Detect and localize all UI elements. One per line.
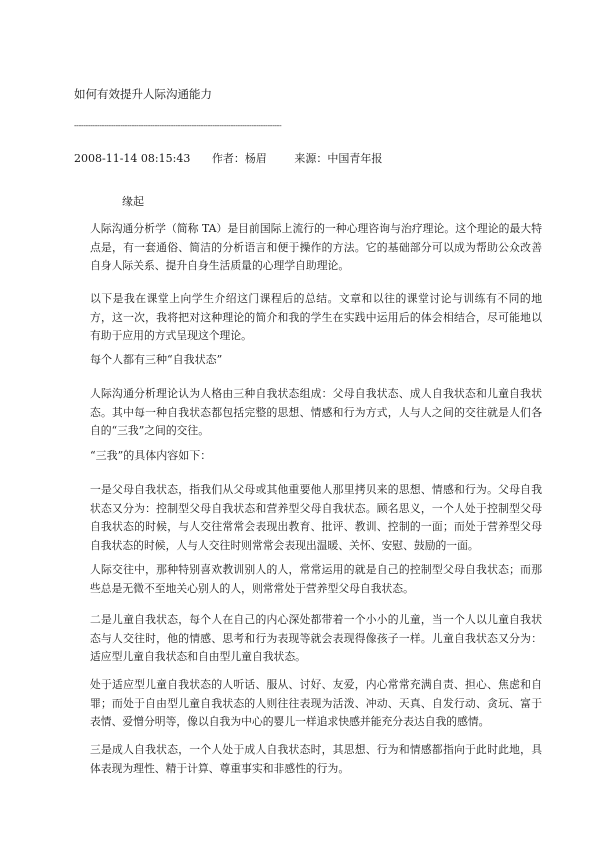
paragraph-7 bbox=[90, 676, 542, 732]
paragraph-6 bbox=[90, 611, 542, 667]
paragraph-7-text: 处于适应型儿童自我状态的人听话、服从、讨好、友爱，内心常常充满自责、担心、焦虑和自罪；而处于自由型儿童自我状态的人则往往表现为活泼、冲动、天真、自发行动、贪玩、富于表情、爱憎分明等，像以自我为中心的婴儿一样追求快感并能充分表达自我的感情。 bbox=[90, 678, 542, 728]
paragraph-6-text: 二是儿童自我状态，每个人在自己的内心深处都带着一个小小的儿童，当一个人以儿童自我状态与人交往时，他的情感、思考和行为表现等就会表现得像孩子一样。儿童自我状态又分为：适应型儿童自我状态和自由型儿童自我状态。 bbox=[90, 613, 542, 663]
section-heading-three-states: 每个人都有三种“自我状态” bbox=[90, 353, 223, 366]
section-heading-origin: 缘起 bbox=[122, 195, 144, 208]
section-heading-contents: “三我”的具体内容如下： bbox=[90, 449, 212, 462]
paragraph-8 bbox=[90, 741, 542, 778]
paragraph-1-text: 人际沟通分析学（简称 TA）是目前国际上流行的一种心理咨询与治疗理论。这个理论的最大特点是，有一套通俗、简洁的分析语言和便于操作的方法。它的基础部分可以成为帮助公众改善自身人际关系、提升自身生活质量的心理学自助理论。 bbox=[90, 222, 542, 272]
paragraph-3 bbox=[90, 385, 542, 441]
article-title: 如何有效提升人际沟通能力 bbox=[74, 87, 212, 101]
source: 来源：中国青年报 bbox=[294, 152, 383, 165]
publish-date: 2008-11-14 08:15:43 bbox=[74, 152, 191, 165]
paragraph-5 bbox=[90, 561, 542, 598]
paragraph-2-text: 以下是我在课堂上向学生介绍这门课程后的总结。文章和以往的课堂讨论与训练有不同的地方，这一次，我将把对这种理论的简介和我的学生在实践中运用后的体会相结合，尽可能地以有助于应用的方式呈现这个理论。 bbox=[90, 292, 542, 342]
paragraph-3-text: 人际沟通分析理论认为人格由三种自我状态组成：父母自我状态、成人自我状态和儿童自我状态。其中每一种自我状态都包括完整的思想、情感和行为方式，人与人之间的交往就是人们各自的“三我”之间的交往。 bbox=[90, 387, 542, 437]
author: 作者：杨眉 bbox=[211, 152, 267, 165]
paragraph-4-text: 一是父母自我状态，指我们从父母或其他重要他人那里拷贝来的思想、情感和行为。父母自我状态又分为：控制型父母自我状态和营养型父母自我状态。顾名思义，一个人处于控制型父母自我状态的时候，与人交往常常会表现出教育、批评、教训、控制的一面；而处于营养型父母自我状态的时候，人与人交往时则常常会表现出温暖、关怀、安慰、鼓励的一面。 bbox=[90, 483, 542, 552]
paragraph-5-text: 人际交往中，那种特别喜欢教训别人的人，常常运用的就是自己的控制型父母自我状态；而那些总是无微不至地关心别人的人，则常常处于营养型父母自我状态。 bbox=[90, 563, 542, 595]
paragraph-4 bbox=[90, 481, 542, 555]
article-meta bbox=[74, 151, 382, 167]
paragraph-1 bbox=[90, 220, 542, 276]
paragraph-2 bbox=[90, 290, 542, 346]
paragraph-8-text: 三是成人自我状态，一个人处于成人自我状态时，其思想、行为和情感都指向于此时此地，具体表现为理性、精于计算、尊重事实和非感性的行为。 bbox=[90, 743, 542, 775]
title-divider: ------------------------------------------------------------------------------------------ bbox=[74, 121, 282, 130]
